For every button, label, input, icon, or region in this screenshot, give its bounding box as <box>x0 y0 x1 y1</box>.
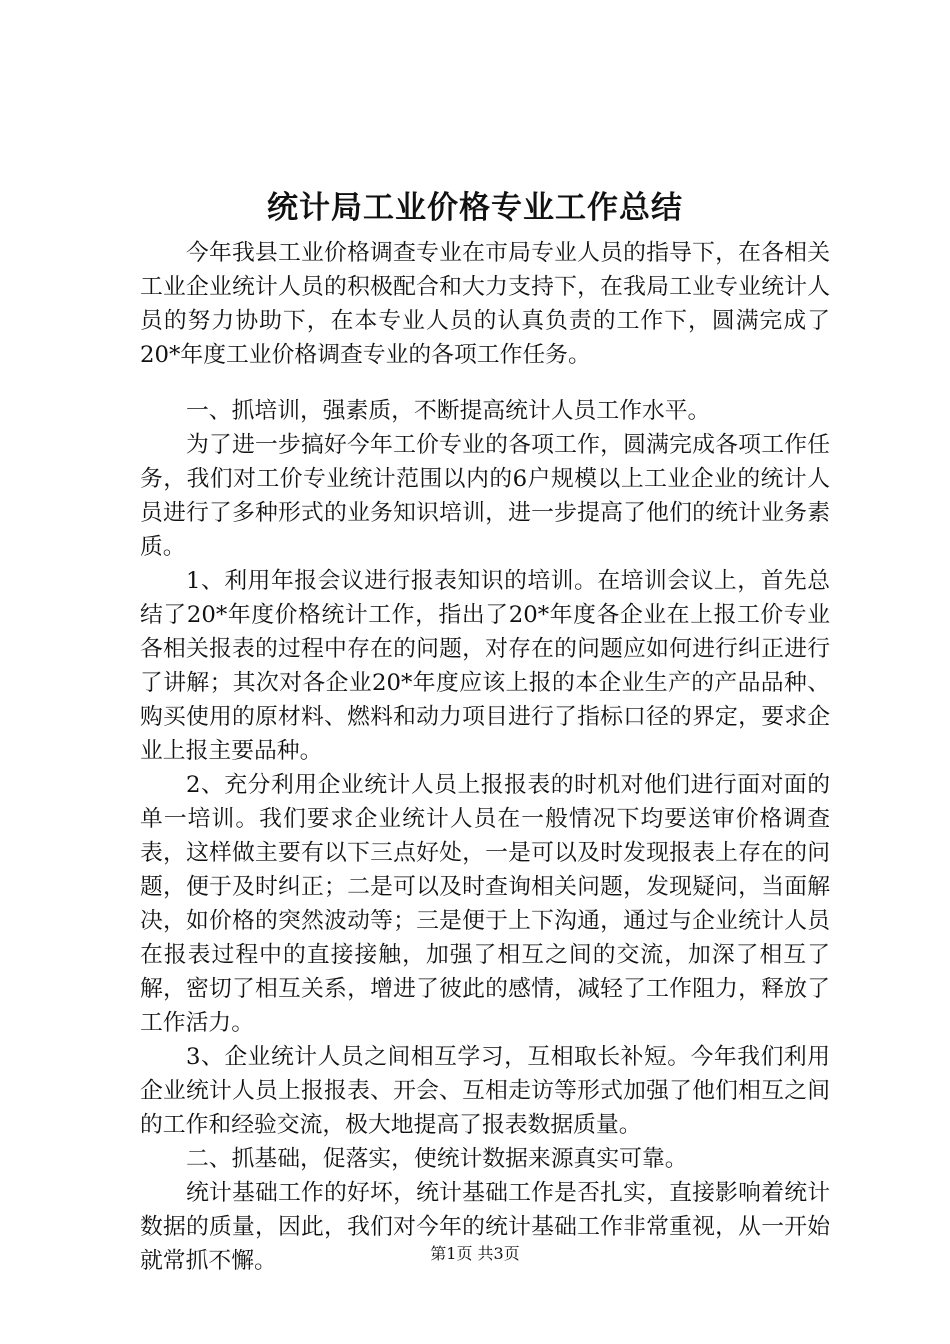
body-paragraph: 2、充分利用企业统计人员上报报表的时机对他们进行面对面的单一培训。我们要求企业统计人员在一般情况下均要送审价格调查表，这样做主要有以下三点好处，一是可以及时发现报表上存在的问题，便于及时纠正；二是可以及时查询相关问题，发现疑问，当面解决，如价格的突然波动等；三是便于上下沟通，通过与企业统计人员在报表过程中的直接接触，加强了相互之间的交流，加深了相互了解，密切了相互关系，增进了彼此的感情，减轻了工作阻力，释放了工作活力。 <box>140 772 830 1036</box>
body-paragraph: 3、企业统计人员之间相互学习，互相取长补短。今年我们利用企业统计人员上报报表、开会、互相走访等形式加强了他们相互之间的工作和经验交流，极大地提高了报表数据质量。 <box>140 1044 830 1138</box>
section-heading-2: 二、抓基础，促落实，使统计数据来源真实可靠。 <box>186 1146 688 1172</box>
body-paragraph: 1、利用年报会议进行报表知识的培训。在培训会议上，首先总结了20*年度价格统计工作，指出了20*年度各企业在上报工价专业各相关报表的过程中存在的问题，对存在的问题应如何进行纠正进行了讲解；其次对各企业20*年度应该上报的本企业生产的产品品种、购买使用的原材料、燃料和动力项目进行了指标口径的界定，要求企业上报主要品种。 <box>140 568 830 764</box>
page-number-footer: 第1页 共3页 <box>430 1244 520 1263</box>
body-paragraph: 为了进一步搞好今年工价专业的各项工作，圆满完成各项工作任务，我们对工价专业统计范围以内的6户规模以上工业企业的统计人员进行了多种形式的业务知识培训，进一步提高了他们的统计业务素质。 <box>140 432 830 560</box>
intro-paragraph: 今年我县工业价格调查专业在市局专业人员的指导下，在各相关工业企业统计人员的积极配合和大力支持下，在我局工业专业统计人员的努力协助下，在本专业人员的认真负责的工作下，圆满完成了20*年度工业价格调查专业的各项工作任务。 <box>140 240 830 368</box>
body-paragraph: 统计基础工作的好坏，统计基础工作是否扎实，直接影响着统计数据的质量，因此，我们对今年的统计基础工作非常重视，从一开始就常抓不懈。 <box>140 1180 830 1274</box>
document-title: 统计局工业价格专业工作总结 <box>267 190 683 226</box>
document-body <box>140 236 830 1278</box>
section-heading-1: 一、抓培训，强素质，不断提高统计人员工作水平。 <box>186 398 711 424</box>
